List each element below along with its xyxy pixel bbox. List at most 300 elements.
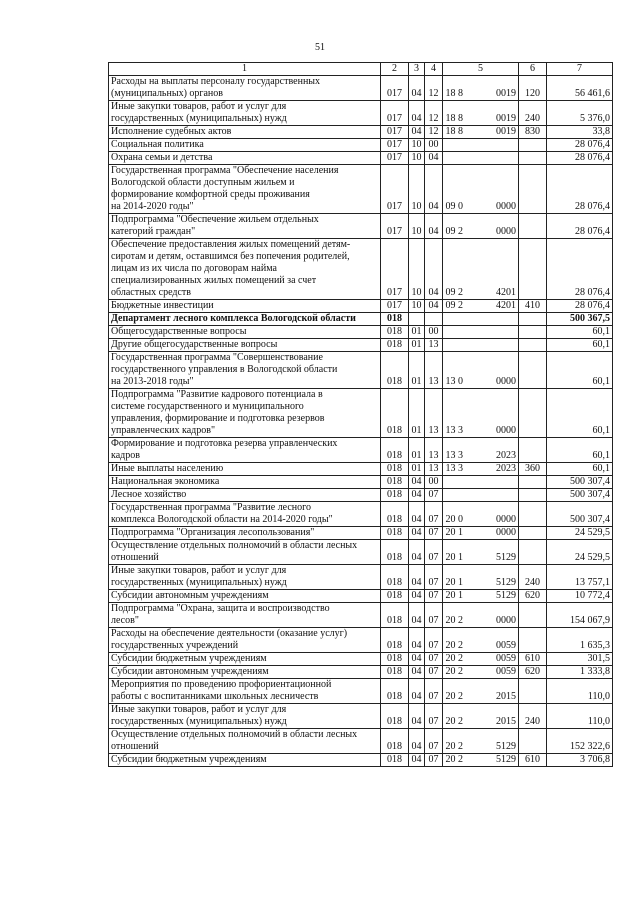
subsection-code-cell: 04 [425, 165, 443, 214]
ministry-code-cell: 018 [381, 540, 409, 565]
program-code: 20 [445, 640, 456, 651]
amount-cell: 28 076,4 [547, 214, 613, 239]
target-article-cell [443, 653, 519, 666]
expense-type-cell [519, 628, 547, 653]
program-code: 20 [445, 615, 456, 626]
amount-cell: 56 461,6 [547, 76, 613, 101]
direction-code: 4201 [496, 287, 516, 298]
table-row [109, 489, 613, 502]
program-code: 09 [445, 300, 456, 311]
subsection-code-cell: 13 [425, 389, 443, 438]
section-code-cell: 04 [409, 76, 425, 101]
subprogram-code: 2 [458, 716, 463, 727]
target-article-cell [443, 590, 519, 603]
ministry-code-cell: 017 [381, 76, 409, 101]
target-article-cell [443, 389, 519, 438]
direction-code: 2015 [496, 691, 516, 702]
amount-cell: 28 076,4 [547, 152, 613, 165]
target-article-cell [443, 463, 519, 476]
table-row [109, 239, 613, 300]
ministry-code-cell: 018 [381, 527, 409, 540]
subprogram-code: 2 [458, 666, 463, 677]
subprogram-code: 1 [458, 527, 463, 538]
subprogram-code: 0 [458, 514, 463, 525]
subprogram-code: 8 [458, 113, 463, 124]
target-article-cell [443, 729, 519, 754]
expense-type-cell [519, 352, 547, 389]
target-article-cell [443, 326, 519, 339]
subprogram-code: 2 [458, 287, 463, 298]
row-name-cell: Департамент лесного комплекса Вологодской области [109, 313, 381, 326]
subsection-code-cell: 07 [425, 729, 443, 754]
expense-type-cell: 120 [519, 76, 547, 101]
amount-cell: 60,1 [547, 339, 613, 352]
ministry-code-cell: 018 [381, 389, 409, 438]
direction-code: 0000 [496, 425, 516, 436]
expense-type-cell [519, 476, 547, 489]
expense-type-cell [519, 239, 547, 300]
section-code-cell: 04 [409, 126, 425, 139]
target-article-cell [443, 628, 519, 653]
amount-cell: 110,0 [547, 704, 613, 729]
section-code-cell: 10 [409, 239, 425, 300]
section-code-cell: 01 [409, 389, 425, 438]
program-code: 20 [445, 527, 456, 538]
subsection-code-cell: 07 [425, 540, 443, 565]
expense-type-cell: 620 [519, 666, 547, 679]
table-body [109, 76, 613, 767]
program-code: 20 [445, 590, 456, 601]
section-code-cell: 01 [409, 463, 425, 476]
ministry-code-cell: 017 [381, 165, 409, 214]
table-row [109, 139, 613, 152]
target-article-cell [443, 165, 519, 214]
program-code: 13 [445, 463, 456, 474]
subsection-code-cell: 13 [425, 339, 443, 352]
row-name-cell: Субсидии бюджетным учреждениям [109, 653, 381, 666]
row-name-cell: Обеспечение предоставления жилых помещений детям- сиротам и детям, оставшимся без попечения родителей, лицам из их числа по договорам найма специализированных жилых помещений за счет областных средств [109, 239, 381, 300]
expense-type-cell [519, 729, 547, 754]
subsection-code-cell: 07 [425, 754, 443, 767]
table-row [109, 339, 613, 352]
header-cell: 1 [109, 63, 381, 76]
target-article-cell [443, 540, 519, 565]
subprogram-code: 1 [458, 552, 463, 563]
ministry-code-cell: 018 [381, 590, 409, 603]
row-name-cell: Социальная политика [109, 139, 381, 152]
expense-type-cell [519, 679, 547, 704]
ministry-code-cell: 017 [381, 126, 409, 139]
header-cell: 6 [519, 63, 547, 76]
row-name-cell: Иные закупки товаров, работ и услуг для государственных (муниципальных) нужд [109, 565, 381, 590]
section-code-cell: 04 [409, 502, 425, 527]
section-code-cell: 01 [409, 326, 425, 339]
subprogram-code: 0 [458, 201, 463, 212]
expense-type-cell: 830 [519, 126, 547, 139]
table-row [109, 438, 613, 463]
subprogram-code: 3 [458, 425, 463, 436]
ministry-code-cell: 018 [381, 326, 409, 339]
row-name-cell: Субсидии автономным учреждениям [109, 590, 381, 603]
ministry-code-cell: 018 [381, 754, 409, 767]
subsection-code-cell: 13 [425, 463, 443, 476]
table-row [109, 704, 613, 729]
ministry-code-cell: 018 [381, 565, 409, 590]
amount-cell: 500 307,4 [547, 476, 613, 489]
amount-cell: 28 076,4 [547, 300, 613, 313]
ministry-code-cell: 018 [381, 666, 409, 679]
ministry-code-cell: 018 [381, 463, 409, 476]
subprogram-code: 3 [458, 450, 463, 461]
table-row [109, 214, 613, 239]
header-cell: 2 [381, 63, 409, 76]
program-code: 18 [445, 113, 456, 124]
section-code-cell: 04 [409, 101, 425, 126]
direction-code: 0000 [496, 527, 516, 538]
table-row [109, 152, 613, 165]
row-name-cell: Лесное хозяйство [109, 489, 381, 502]
table-row [109, 590, 613, 603]
row-name-cell: Иные закупки товаров, работ и услуг для государственных (муниципальных) нужд [109, 704, 381, 729]
row-name-cell: Иные закупки товаров, работ и услуг для государственных (муниципальных) нужд [109, 101, 381, 126]
row-name-cell: Государственная программа "Обеспечение населения Вологодской области доступным жильем и формирование комфортной среды проживания на 2014-2020 годы" [109, 165, 381, 214]
program-code: 20 [445, 754, 456, 765]
amount-cell: 13 757,1 [547, 565, 613, 590]
amount-cell: 60,1 [547, 352, 613, 389]
ministry-code-cell: 018 [381, 339, 409, 352]
section-code-cell: 10 [409, 300, 425, 313]
amount-cell: 10 772,4 [547, 590, 613, 603]
table-row [109, 326, 613, 339]
target-article-cell [443, 704, 519, 729]
table-row [109, 679, 613, 704]
row-name-cell: Другие общегосударственные вопросы [109, 339, 381, 352]
ministry-code-cell: 017 [381, 300, 409, 313]
section-code-cell: 04 [409, 666, 425, 679]
direction-code: 0000 [496, 615, 516, 626]
subsection-code-cell: 07 [425, 527, 443, 540]
row-name-cell: Общегосударственные вопросы [109, 326, 381, 339]
program-code: 09 [445, 201, 456, 212]
table-row [109, 463, 613, 476]
amount-cell: 5 376,0 [547, 101, 613, 126]
subsection-code-cell: 07 [425, 666, 443, 679]
program-code: 20 [445, 666, 456, 677]
program-code: 13 [445, 450, 456, 461]
expense-type-cell: 620 [519, 590, 547, 603]
amount-cell: 60,1 [547, 438, 613, 463]
subsection-code-cell: 00 [425, 139, 443, 152]
row-name-cell: Подпрограмма "Развитие кадрового потенциала в системе государственного и муниципального управления, формирование и подготовка резервов управленческих кадров" [109, 389, 381, 438]
table-row [109, 476, 613, 489]
direction-code: 2015 [496, 716, 516, 727]
amount-cell: 28 076,4 [547, 139, 613, 152]
ministry-code-cell: 017 [381, 214, 409, 239]
section-code-cell: 04 [409, 527, 425, 540]
ministry-code-cell: 018 [381, 679, 409, 704]
section-code-cell: 01 [409, 339, 425, 352]
subsection-code-cell: 04 [425, 152, 443, 165]
subsection-code-cell: 07 [425, 565, 443, 590]
subsection-code-cell: 07 [425, 653, 443, 666]
section-code-cell: 04 [409, 679, 425, 704]
row-name-cell: Охрана семьи и детства [109, 152, 381, 165]
subsection-code-cell: 12 [425, 126, 443, 139]
ministry-code-cell: 017 [381, 101, 409, 126]
direction-code: 5129 [496, 577, 516, 588]
amount-cell: 33,8 [547, 126, 613, 139]
amount-cell: 1 333,8 [547, 666, 613, 679]
expense-type-cell: 240 [519, 704, 547, 729]
direction-code: 0000 [496, 226, 516, 237]
table-row [109, 313, 613, 326]
amount-cell: 500 307,4 [547, 489, 613, 502]
header-cell: 5 [443, 63, 519, 76]
section-code-cell: 04 [409, 540, 425, 565]
target-article-cell [443, 313, 519, 326]
expense-type-cell: 410 [519, 300, 547, 313]
direction-code: 0019 [496, 88, 516, 99]
subprogram-code: 2 [458, 691, 463, 702]
direction-code: 0059 [496, 666, 516, 677]
amount-cell: 24 529,5 [547, 540, 613, 565]
subsection-code-cell: 13 [425, 438, 443, 463]
ministry-code-cell: 018 [381, 313, 409, 326]
direction-code: 5129 [496, 754, 516, 765]
subsection-code-cell: 07 [425, 603, 443, 628]
expense-type-cell [519, 139, 547, 152]
ministry-code-cell: 018 [381, 628, 409, 653]
program-code: 09 [445, 287, 456, 298]
ministry-code-cell: 017 [381, 139, 409, 152]
table-row [109, 565, 613, 590]
expense-type-cell: 360 [519, 463, 547, 476]
subsection-code-cell: 04 [425, 214, 443, 239]
target-article-cell [443, 101, 519, 126]
table-row [109, 754, 613, 767]
ministry-code-cell: 018 [381, 603, 409, 628]
subsection-code-cell: 07 [425, 704, 443, 729]
direction-code: 0019 [496, 126, 516, 137]
row-name-cell: Субсидии автономным учреждениям [109, 666, 381, 679]
ministry-code-cell: 018 [381, 502, 409, 527]
section-code-cell: 04 [409, 729, 425, 754]
expense-type-cell [519, 339, 547, 352]
table-row [109, 653, 613, 666]
ministry-code-cell: 018 [381, 704, 409, 729]
ministry-code-cell: 018 [381, 729, 409, 754]
table-row [109, 502, 613, 527]
target-article-cell [443, 239, 519, 300]
amount-cell: 500 307,4 [547, 502, 613, 527]
target-article-cell [443, 754, 519, 767]
subsection-code-cell: 07 [425, 590, 443, 603]
row-name-cell: Расходы на обеспечение деятельности (оказание услуг) государственных учреждений [109, 628, 381, 653]
subprogram-code: 2 [458, 741, 463, 752]
row-name-cell: Расходы на выплаты персоналу государственных (муниципальных) органов [109, 76, 381, 101]
section-code-cell: 04 [409, 628, 425, 653]
row-name-cell: Государственная программа "Развитие лесного комплекса Вологодской области на 2014-2020 годы" [109, 502, 381, 527]
program-code: 20 [445, 514, 456, 525]
ministry-code-cell: 018 [381, 489, 409, 502]
header-cell: 7 [547, 63, 613, 76]
target-article-cell [443, 152, 519, 165]
page-number: 51 [315, 42, 325, 53]
amount-cell: 500 367,5 [547, 313, 613, 326]
subsection-code-cell: 04 [425, 300, 443, 313]
subsection-code-cell: 00 [425, 476, 443, 489]
direction-code: 2023 [496, 450, 516, 461]
subsection-code-cell: 00 [425, 326, 443, 339]
section-code-cell: 04 [409, 704, 425, 729]
table-row [109, 300, 613, 313]
subsection-code-cell: 12 [425, 101, 443, 126]
section-code-cell: 04 [409, 489, 425, 502]
direction-code: 0000 [496, 376, 516, 387]
section-code-cell: 04 [409, 476, 425, 489]
expense-type-cell [519, 527, 547, 540]
target-article-cell [443, 352, 519, 389]
table-row [109, 540, 613, 565]
section-code-cell [409, 313, 425, 326]
row-name-cell: Подпрограмма "Охрана, защита и воспроизводство лесов" [109, 603, 381, 628]
header-cell: 4 [425, 63, 443, 76]
table-row [109, 603, 613, 628]
program-code: 18 [445, 88, 456, 99]
expense-type-cell [519, 313, 547, 326]
subprogram-code: 2 [458, 754, 463, 765]
row-name-cell: Национальная экономика [109, 476, 381, 489]
target-article-cell [443, 565, 519, 590]
subprogram-code: 2 [458, 640, 463, 651]
amount-cell: 60,1 [547, 389, 613, 438]
subprogram-code: 8 [458, 88, 463, 99]
program-code: 20 [445, 577, 456, 588]
table-row [109, 527, 613, 540]
subsection-code-cell: 12 [425, 76, 443, 101]
subsection-code-cell [425, 313, 443, 326]
expense-type-cell [519, 165, 547, 214]
expense-type-cell [519, 152, 547, 165]
subsection-code-cell: 13 [425, 352, 443, 389]
budget-table [108, 62, 613, 767]
row-name-cell: Бюджетные инвестиции [109, 300, 381, 313]
target-article-cell [443, 527, 519, 540]
table-row [109, 628, 613, 653]
target-article-cell [443, 438, 519, 463]
subprogram-code: 2 [458, 226, 463, 237]
section-code-cell: 04 [409, 754, 425, 767]
direction-code: 2023 [496, 463, 516, 474]
subsection-code-cell: 07 [425, 679, 443, 704]
expense-type-cell: 240 [519, 565, 547, 590]
amount-cell: 60,1 [547, 463, 613, 476]
program-code: 18 [445, 126, 456, 137]
amount-cell: 24 529,5 [547, 527, 613, 540]
expense-type-cell [519, 489, 547, 502]
subsection-code-cell: 04 [425, 239, 443, 300]
target-article-cell [443, 476, 519, 489]
table-row [109, 352, 613, 389]
target-article-cell [443, 126, 519, 139]
expense-type-cell [519, 502, 547, 527]
section-code-cell: 04 [409, 653, 425, 666]
subsection-code-cell: 07 [425, 489, 443, 502]
row-name-cell: Субсидии бюджетным учреждениям [109, 754, 381, 767]
direction-code: 0059 [496, 640, 516, 651]
target-article-cell [443, 214, 519, 239]
row-name-cell: Подпрограмма "Обеспечение жильем отдельных категорий граждан" [109, 214, 381, 239]
row-name-cell: Государственная программа "Совершенствование государственного управления в Вологодской области на 2013-2018 годы" [109, 352, 381, 389]
subprogram-code: 2 [458, 300, 463, 311]
expense-type-cell: 610 [519, 754, 547, 767]
program-code: 13 [445, 376, 456, 387]
ministry-code-cell: 018 [381, 476, 409, 489]
target-article-cell [443, 339, 519, 352]
amount-cell: 60,1 [547, 326, 613, 339]
amount-cell: 3 706,8 [547, 754, 613, 767]
expense-type-cell: 610 [519, 653, 547, 666]
program-code: 20 [445, 741, 456, 752]
subprogram-code: 1 [458, 577, 463, 588]
section-code-cell: 10 [409, 152, 425, 165]
ministry-code-cell: 018 [381, 653, 409, 666]
subsection-code-cell: 07 [425, 628, 443, 653]
row-name-cell: Подпрограмма "Организация лесопользования" [109, 527, 381, 540]
direction-code: 5129 [496, 590, 516, 601]
program-code: 20 [445, 653, 456, 664]
program-code: 20 [445, 716, 456, 727]
direction-code: 4201 [496, 300, 516, 311]
expense-type-cell [519, 438, 547, 463]
subsection-code-cell: 07 [425, 502, 443, 527]
ministry-code-cell: 017 [381, 152, 409, 165]
expense-type-cell [519, 214, 547, 239]
amount-cell: 152 322,6 [547, 729, 613, 754]
row-name-cell: Мероприятия по проведению профориентационной работы с воспитанниками школьных лесничеств [109, 679, 381, 704]
subprogram-code: 3 [458, 463, 463, 474]
direction-code: 5129 [496, 552, 516, 563]
amount-cell: 28 076,4 [547, 165, 613, 214]
amount-cell: 1 635,3 [547, 628, 613, 653]
section-code-cell: 04 [409, 590, 425, 603]
amount-cell: 154 067,9 [547, 603, 613, 628]
ministry-code-cell: 018 [381, 438, 409, 463]
program-code: 09 [445, 226, 456, 237]
ministry-code-cell: 018 [381, 352, 409, 389]
section-code-cell: 10 [409, 139, 425, 152]
expense-type-cell [519, 326, 547, 339]
table-row [109, 76, 613, 101]
expense-type-cell: 240 [519, 101, 547, 126]
table-row [109, 389, 613, 438]
target-article-cell [443, 666, 519, 679]
row-name-cell: Исполнение судебных актов [109, 126, 381, 139]
table-row [109, 729, 613, 754]
row-name-cell: Осуществление отдельных полномочий в области лесных отношений [109, 540, 381, 565]
subprogram-code: 2 [458, 615, 463, 626]
table-header-row [109, 63, 613, 76]
amount-cell: 28 076,4 [547, 239, 613, 300]
subprogram-code: 1 [458, 590, 463, 601]
target-article-cell [443, 139, 519, 152]
section-code-cell: 10 [409, 165, 425, 214]
program-code: 20 [445, 552, 456, 563]
amount-cell: 301,5 [547, 653, 613, 666]
table-row [109, 666, 613, 679]
target-article-cell [443, 76, 519, 101]
target-article-cell [443, 679, 519, 704]
